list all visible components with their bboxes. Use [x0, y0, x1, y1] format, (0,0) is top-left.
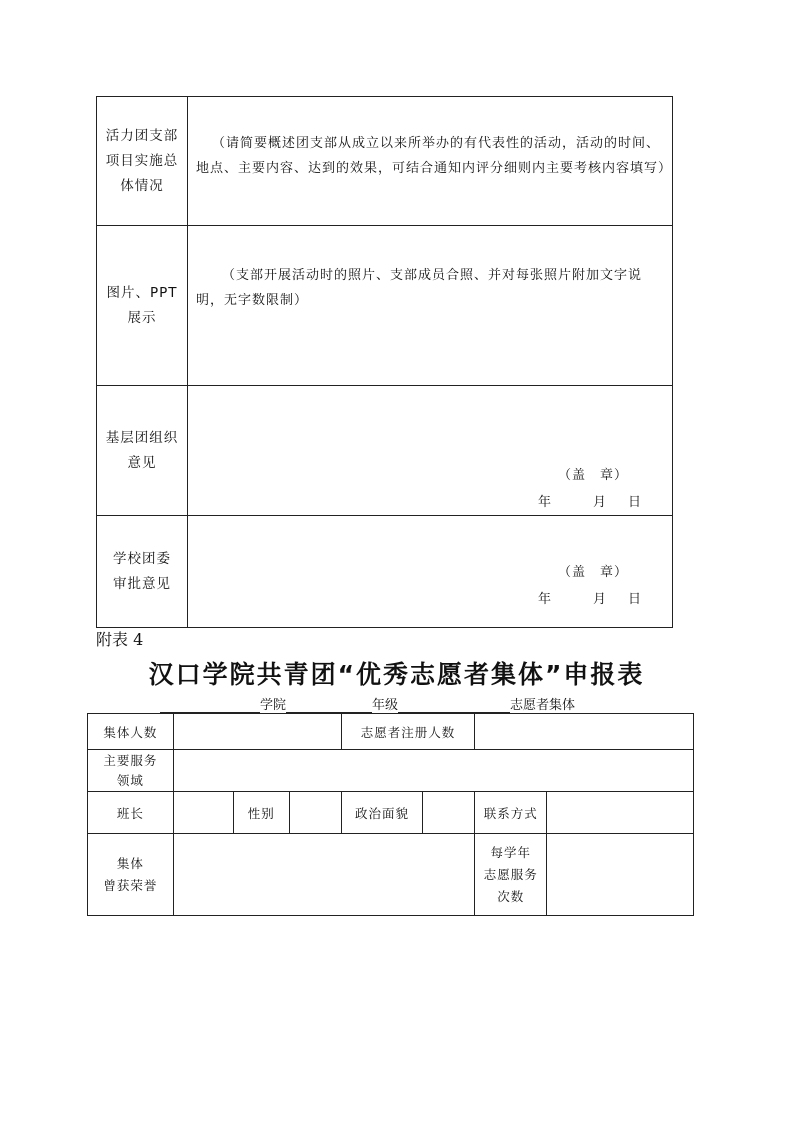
project-overview-cell[interactable] — [188, 97, 673, 226]
label-line: 体情况 — [120, 177, 164, 194]
monitor-label: 班长 — [88, 792, 174, 834]
label-line: 审批意见 — [113, 575, 171, 592]
volunteer-collective-form — [87, 713, 694, 916]
college-blank[interactable] — [160, 698, 260, 713]
date-month: 月 — [593, 592, 607, 607]
seal-text: （盖 章） — [558, 565, 629, 580]
table-row — [97, 386, 673, 516]
contact-field[interactable] — [547, 792, 694, 834]
label-line: 志愿服务 — [483, 866, 538, 882]
label-line: 图片、PPT — [106, 284, 178, 301]
label-line: 学校团委 — [113, 550, 171, 567]
collective-label: 志愿者集体 — [510, 698, 576, 713]
label-line: 展示 — [127, 309, 157, 326]
collective-count-label: 集体人数 — [88, 714, 174, 750]
label-line: 集体 — [116, 855, 144, 871]
label-line: 次数 — [497, 888, 525, 904]
political-status-field[interactable] — [423, 792, 475, 834]
college-label: 学院 — [260, 698, 287, 713]
table-row — [88, 750, 694, 792]
appendix-label: 附表 4 — [96, 630, 144, 649]
row-label-project-overview — [97, 97, 188, 226]
label-line: 项目实施总 — [105, 152, 179, 169]
date-line — [538, 588, 641, 607]
project-overview-note: （请简要概述团支部从成立以来所举办的有代表性的活动，活动的时间、地点、主要内容、达到的效果，可结合通知内评分细则内主要考核内容填写） — [196, 136, 673, 176]
honors-field[interactable] — [173, 834, 475, 916]
label-line: 曾获荣誉 — [103, 877, 158, 893]
photos-ppt-note: （支部开展活动时的照片、支部成员合照、并对每张照片附加文字说明，无字数限制） — [196, 268, 643, 308]
date-line — [538, 491, 641, 510]
seal-text: （盖 章） — [558, 468, 629, 483]
table-row — [88, 834, 694, 916]
table-row — [97, 97, 673, 226]
date-day: 日 — [628, 495, 642, 510]
gender-label: 性别 — [233, 792, 289, 834]
grade-label: 年级 — [372, 698, 399, 713]
table-row — [88, 792, 694, 834]
contact-label: 联系方式 — [475, 792, 547, 834]
row-label-school-approval — [97, 516, 188, 628]
upper-form-table — [96, 96, 673, 628]
service-area-field[interactable] — [173, 750, 693, 792]
service-times-field[interactable] — [547, 834, 694, 916]
row-label-photos-ppt — [97, 226, 188, 386]
gender-field[interactable] — [289, 792, 341, 834]
monitor-field[interactable] — [173, 792, 233, 834]
label-line: 基层团组织 — [105, 429, 179, 446]
collective-blank[interactable] — [398, 698, 510, 713]
honors-label — [88, 834, 174, 916]
table-row — [97, 516, 673, 628]
photos-ppt-cell[interactable] — [188, 226, 673, 386]
table-row — [88, 714, 694, 750]
label-line: 活力团支部 — [105, 127, 179, 144]
collective-count-field[interactable] — [173, 714, 341, 750]
date-year: 年 — [538, 592, 552, 607]
registered-count-field[interactable] — [475, 714, 694, 750]
date-day: 日 — [628, 592, 642, 607]
label-line: 主要服务 — [103, 752, 158, 768]
grade-blank[interactable] — [286, 698, 372, 713]
label-line: 领域 — [116, 772, 144, 788]
row-label-grassroots-opinion — [97, 386, 188, 516]
form-title: 汉口学院共青团“优秀志愿者集体”申报表 — [148, 660, 645, 689]
service-area-label — [88, 750, 174, 792]
label-line: 每学年 — [490, 844, 532, 860]
registered-count-label: 志愿者注册人数 — [341, 714, 475, 750]
table-row — [97, 226, 673, 386]
form-subline — [160, 694, 575, 713]
political-status-label: 政治面貌 — [341, 792, 423, 834]
service-times-label — [475, 834, 547, 916]
label-line: 意见 — [127, 454, 157, 471]
school-approval-cell[interactable] — [188, 516, 673, 628]
grassroots-opinion-cell[interactable] — [188, 386, 673, 516]
date-year: 年 — [538, 495, 552, 510]
date-month: 月 — [593, 495, 607, 510]
